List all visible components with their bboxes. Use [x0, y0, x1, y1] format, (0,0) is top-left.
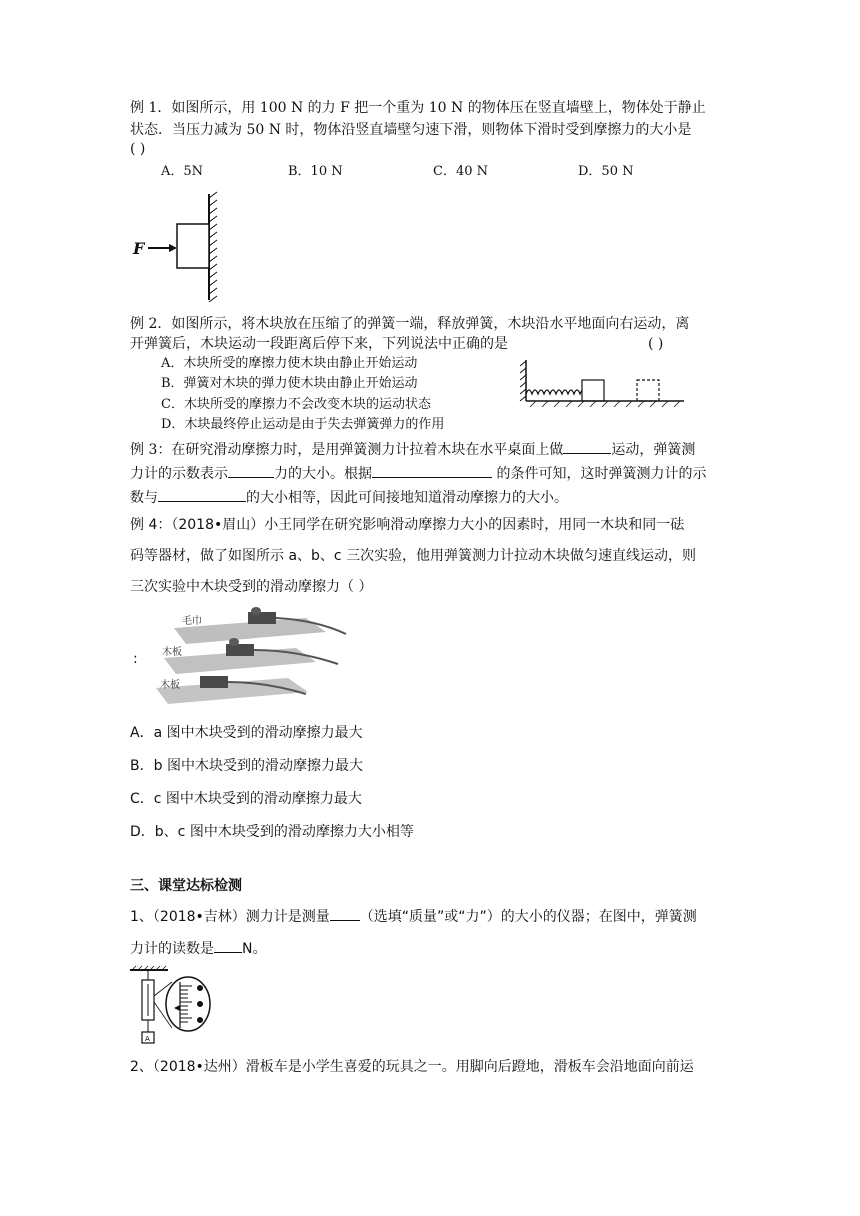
ex4-option-a: A．a 图中木块受到的滑动摩擦力最大: [130, 725, 363, 741]
ex3-line-3: [130, 487, 568, 507]
ex3-text-2c: 的条件可知，这时弹簧测力计的示: [492, 466, 707, 482]
ex2-option-b: B．弹簧对木块的弹力使木块由静止开始运动: [161, 376, 418, 391]
ex1-line-2: 状态．当压力减为 50 N 时，物体沿竖直墙壁匀速下滑，则物体下滑时受到摩擦力的大小是: [130, 122, 692, 138]
ex1-line-1: 例 1．如图所示，用 100 N 的力 F 把一个重为 10 N 的物体压在竖直墙壁上，物体处于静止: [130, 100, 706, 116]
ex3-blank-3[interactable]: [372, 463, 492, 478]
q1-text-2a: 力计的读数是: [130, 941, 214, 957]
ex4-photo-label-b: 木板: [162, 647, 182, 658]
ex3-blank-4[interactable]: [158, 487, 246, 502]
ex2-option-c: C．木块所受的摩擦力不会改变木块的运动状态: [161, 397, 431, 412]
ex3-text-1a: 例 3：在研究滑动摩擦力时，是用弹簧测力计拉着木块在水平桌面上做: [130, 442, 564, 458]
ex3-text-2a: 力计的示数表示: [130, 466, 228, 482]
ex2-spring-figure: [520, 358, 686, 410]
ex4-line-3: 三次实验中木块受到的滑动摩擦力（ ）: [130, 579, 373, 595]
section3-heading: 三、课堂达标检测: [130, 878, 242, 894]
ex4-line-1: 例 4：（2018•眉山）小王同学在研究影响滑动摩擦力大小的因素时，用同一木块和同一砝: [130, 517, 685, 533]
ex2-line-2: 开弹簧后，木块运动一段距离后停下来，下列说法中正确的是: [130, 336, 508, 352]
ex1-option-d: D．50 N: [578, 164, 634, 179]
q1-blank-1[interactable]: [330, 906, 360, 921]
section3-q2-line-1: 2、（2018•达州）滑板车是小学生喜爱的玩具之一。用脚向后蹬地，滑板车会沿地面向前运: [130, 1059, 694, 1075]
ex3-line-1: [130, 439, 695, 459]
ex2-option-a: A．木块所受的摩擦力使木块由静止开始运动: [161, 356, 418, 371]
q1-text-1b: （选填“质量”或“力”）的大小的仪器；在图中，弹簧测: [359, 909, 697, 925]
ex3-line-2: [130, 463, 706, 483]
q1-text-2b: N。: [242, 941, 267, 957]
ex1-option-a: A．5N: [161, 164, 204, 179]
ex4-photo-label-c: 木板: [160, 680, 180, 691]
ex2-option-d: D．木块最终停止运动是由于失去弹簧弹力的作用: [161, 417, 445, 432]
ex4-option-b: B．b 图中木块受到的滑动摩擦力最大: [130, 758, 363, 774]
ex1-option-b: B．10 N: [288, 164, 343, 179]
ex3-text-1b: 运动，弹簧测: [611, 442, 696, 458]
ex2-line-1: 例 2．如图所示，将木块放在压缩了的弹簧一端，释放弹簧，木块沿水平地面向右运动，离: [130, 316, 690, 332]
q1-blank-2[interactable]: [214, 938, 242, 953]
ex2-bracket: ( ): [648, 336, 664, 352]
ex4-photo-label-a: 毛巾: [182, 616, 202, 627]
section3-q1-line-1: [130, 906, 697, 926]
ex4-line-2: 码等器材，做了如图所示 a、b、c 三次实验，他用弹簧测力计拉动木块做匀速直线运动，则: [130, 548, 697, 564]
ex4-option-d: D．b、c 图中木块受到的滑动摩擦力大小相等: [130, 824, 414, 840]
ex1-option-c: C．40 N: [433, 164, 488, 179]
svg-text:A: A: [145, 1035, 150, 1043]
ex3-text-3a: 数与: [130, 490, 158, 506]
ex3-blank-2[interactable]: [228, 463, 274, 478]
ex4-colon: :: [133, 651, 138, 667]
q1-text-1a: 1、（2018•吉林）测力计是测量: [130, 909, 330, 925]
ex1-line-3: ( ): [130, 141, 146, 157]
ex1-force-label: F: [133, 239, 145, 258]
section3-q1-line-2: [130, 938, 266, 958]
ex3-text-2b: 力的大小。根据: [274, 466, 372, 482]
q1-spring-balance-figure: [128, 966, 214, 1048]
ex3-text-3b: 的大小相等，因此可间接地知道滑动摩擦力的大小。: [246, 490, 568, 506]
ex4-option-c: C．c 图中木块受到的滑动摩擦力最大: [130, 791, 362, 807]
ex3-blank-1[interactable]: [563, 439, 611, 454]
